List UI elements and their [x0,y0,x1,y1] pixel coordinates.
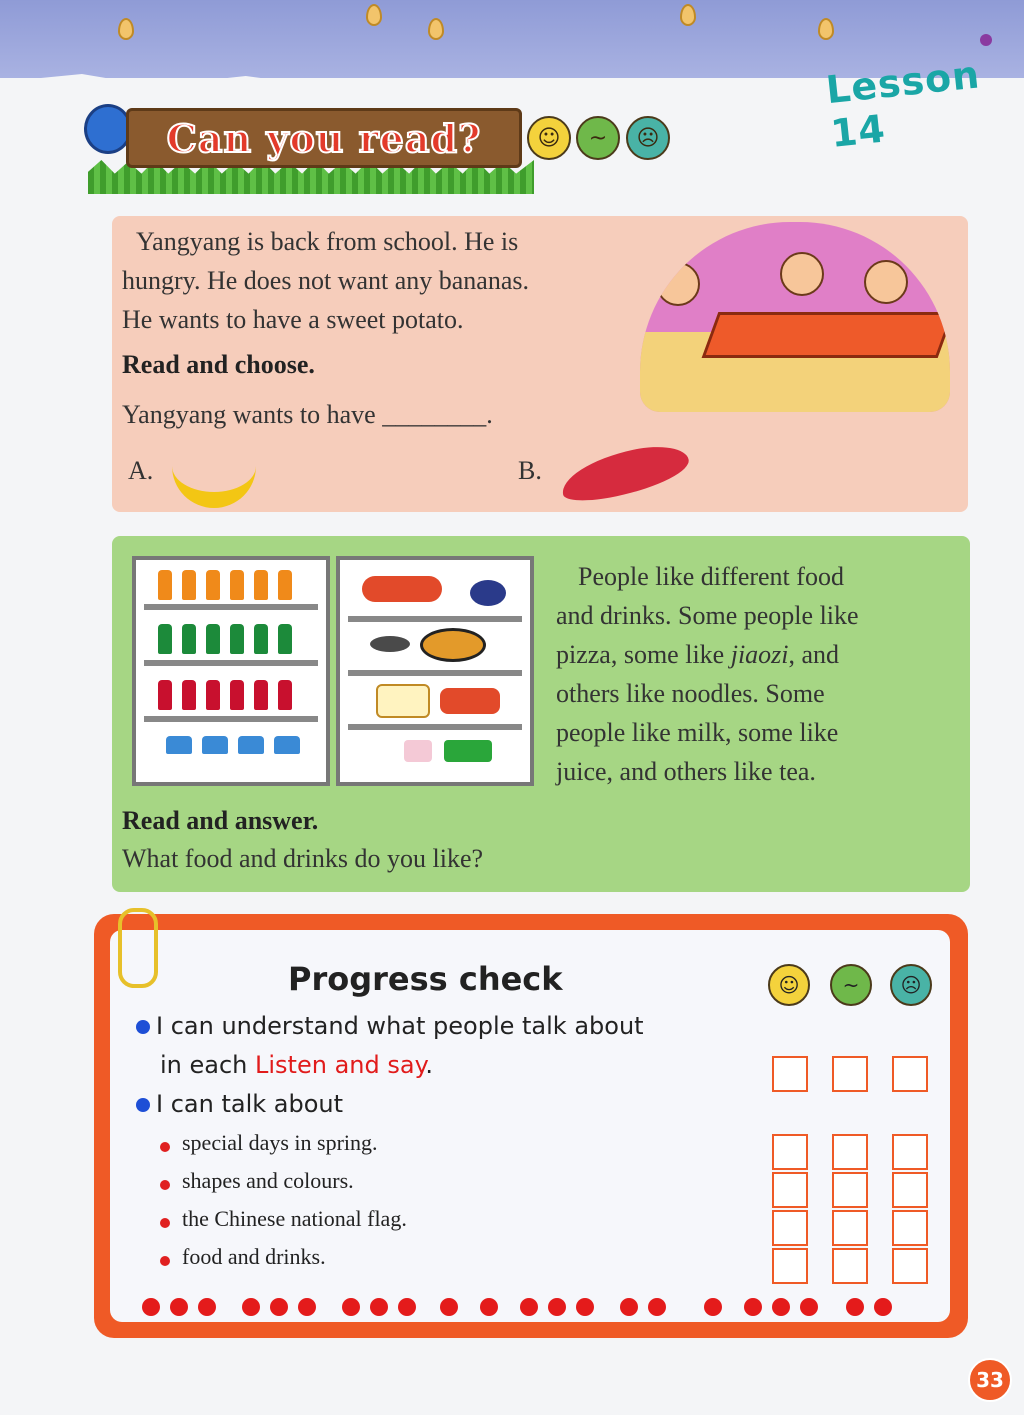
reading2-question: What food and drinks do you like? [122,844,484,873]
progress-item-1-cont: in each Listen and say. [160,1051,433,1079]
section-banner [126,108,522,168]
checkbox-happy[interactable] [772,1172,808,1208]
progress-item-1: I can understand what people talk about [156,1012,644,1040]
dot-decor [342,1298,360,1316]
reading1-line3: He wants to have a sweet potato. [122,305,464,334]
reading2-task: Read and answer. [122,806,319,835]
drop-icon [680,4,696,26]
dot-decor [440,1298,458,1316]
dot-decor [142,1298,160,1316]
checkbox-happy[interactable] [772,1210,808,1246]
checkbox-ok[interactable] [832,1056,868,1092]
checkbox-sad[interactable] [892,1056,928,1092]
checkbox-happy[interactable] [772,1134,808,1170]
sad-face-icon: ☹ [626,116,670,160]
dot-decor [270,1298,288,1316]
dot-decor [242,1298,260,1316]
dot-decor [370,1298,388,1316]
bullet-icon [160,1142,170,1152]
reading2-line1: People like different food [578,562,844,591]
dot-decor [198,1298,216,1316]
bullet-icon [160,1218,170,1228]
page-number: 33 [968,1358,1012,1402]
progress-subitem: shapes and colours. [182,1168,354,1193]
headphones-icon [84,104,132,154]
reading2-line6: juice, and others like tea. [556,757,816,786]
checkbox-happy[interactable] [772,1056,808,1092]
happy-face-icon: ☺ [768,964,810,1006]
drop-icon [428,18,444,40]
food-shelf-illustration [336,556,534,786]
dot-decor [620,1298,638,1316]
bullet-icon [160,1180,170,1190]
progress-subitem: food and drinks. [182,1244,326,1269]
happy-face-icon: ☺ [527,116,571,160]
bullet-icon [136,1020,150,1034]
reading1-question: Yangyang wants to have ________. [122,400,493,429]
lesson-label: Lesson 14 [823,52,983,157]
progress-subitem: the Chinese national flag. [182,1206,407,1231]
section-title: Can you read? [166,115,482,161]
checkbox-sad[interactable] [892,1172,928,1208]
dot-decor [576,1298,594,1316]
reading2-line4: others like noodles. Some [556,679,825,708]
reading1-line2: hungry. He does not want any bananas. [122,266,529,295]
dot-decor [480,1298,498,1316]
dot-decor [298,1298,316,1316]
checkbox-sad[interactable] [892,1210,928,1246]
ok-face-icon: ~ [576,116,620,160]
dot-decor [704,1298,722,1316]
ok-face-icon: ~ [830,964,872,1006]
dot-decor [772,1298,790,1316]
reading1-line1: Yangyang is back from school. He is [136,227,519,256]
dot-decor [744,1298,762,1316]
checkbox-sad[interactable] [892,1248,928,1284]
sad-face-icon: ☹ [890,964,932,1006]
drop-icon [818,18,834,40]
dot-decor [846,1298,864,1316]
paper-clip-icon [118,908,158,988]
checkbox-ok[interactable] [832,1210,868,1246]
bullet-icon [160,1256,170,1266]
checkbox-sad[interactable] [892,1134,928,1170]
checkbox-ok[interactable] [832,1248,868,1284]
reading2-line3: pizza, some like jiaozi, and [556,640,840,669]
dot-decor [800,1298,818,1316]
dot-decor [398,1298,416,1316]
option-a-label: A. [128,456,154,485]
checkbox-happy[interactable] [772,1248,808,1284]
reading2-line5: people like milk, some like [556,718,839,747]
reading1-task: Read and choose. [122,350,315,379]
drinks-shelf-illustration [132,556,330,786]
push-pin-icon [980,34,992,46]
progress-item-2: I can talk about [156,1090,344,1118]
progress-subitem: special days in spring. [182,1130,378,1155]
dot-decor [548,1298,566,1316]
option-b-label: B. [518,456,542,485]
dot-decor [874,1298,892,1316]
dot-decor [648,1298,666,1316]
reading2-line2: and drinks. Some people like [556,601,859,630]
drop-icon [366,4,382,26]
progress-check-title: Progress check [288,960,563,998]
bullet-icon [136,1098,150,1112]
dot-decor [170,1298,188,1316]
checkbox-ok[interactable] [832,1134,868,1170]
drop-icon [118,18,134,40]
dot-decor [520,1298,538,1316]
checkbox-ok[interactable] [832,1172,868,1208]
